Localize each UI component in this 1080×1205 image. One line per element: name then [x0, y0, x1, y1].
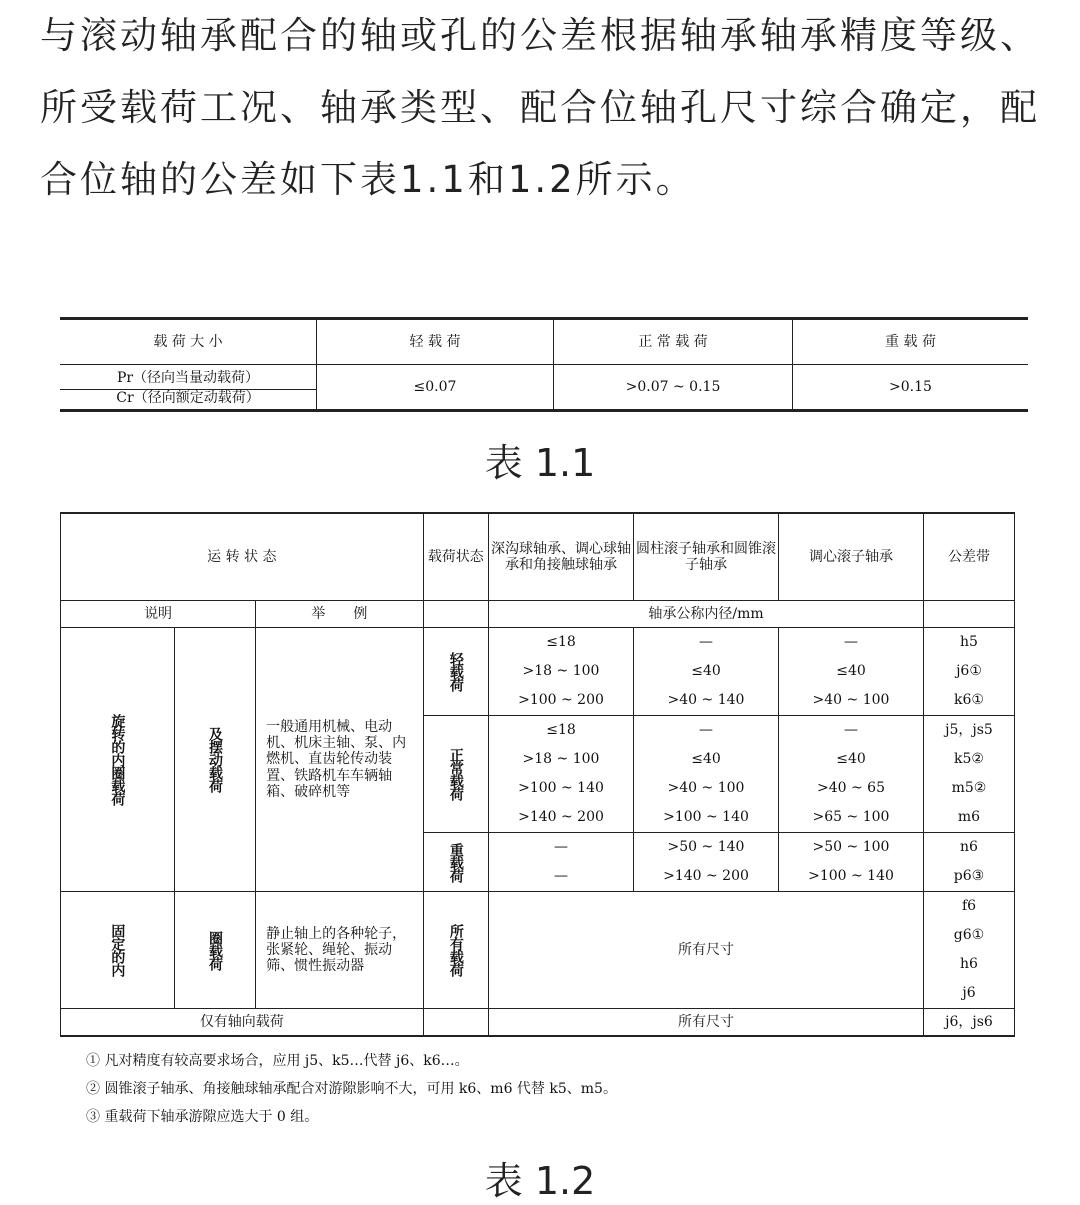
value: >18 ~ 100 — [522, 751, 600, 767]
value: >65 ~ 100 — [812, 809, 890, 825]
table-cell: ≤0.07 — [317, 365, 554, 411]
all-loads-label: 所有载荷 — [423, 892, 488, 1009]
rotating-load-label: 旋转的内圈载荷 — [61, 628, 175, 892]
table-header-cell: 说明 — [61, 601, 256, 628]
value: >18 ~ 100 — [522, 663, 600, 679]
table-row — [60, 319, 1028, 365]
normal-tol-cell — [924, 716, 1015, 833]
table-header-cell: 载 荷 大 小 — [60, 319, 317, 365]
value: >100 ~ 140 — [663, 809, 749, 825]
heavy-tol-cell — [924, 833, 1015, 892]
normal-roller-cell — [634, 716, 779, 833]
value: j5，js5 — [945, 722, 993, 738]
normal-load-label: 正常载荷 — [423, 716, 488, 833]
table-cell — [423, 601, 488, 628]
value: ≤40 — [836, 663, 866, 679]
all-sizes-cell: 所有尺寸 — [489, 892, 924, 1009]
table-notes — [86, 1047, 617, 1131]
table-header-cell: 载荷状态 — [423, 513, 488, 601]
value: >40 ~ 140 — [667, 692, 745, 708]
value: ≤18 — [546, 722, 576, 738]
heavy-ball-cell — [489, 833, 634, 892]
value: ≤40 — [691, 751, 721, 767]
table-row — [61, 892, 1015, 1009]
value: p6③ — [953, 868, 985, 884]
rotating-load-label-2: 及摆动载荷 — [174, 628, 255, 892]
value: f6 — [961, 898, 977, 914]
value: — — [554, 868, 568, 884]
table-header-cell: 公差带 — [924, 513, 1015, 601]
table-header-cell: 深沟球轴承、调心球轴承和角接触球轴承 — [489, 513, 634, 601]
value: n6 — [960, 839, 978, 855]
value: >100 ~ 140 — [808, 868, 894, 884]
table-row — [61, 1009, 1015, 1037]
value: >140 ~ 200 — [518, 809, 604, 825]
light-ball-cell — [489, 628, 634, 716]
note-item: ① 凡对精度有较高要求场合，应用 j5、k5…代替 j6、k6…。 — [86, 1053, 469, 1069]
value: >50 ~ 100 — [812, 839, 890, 855]
shaft-tolerance-table — [60, 512, 1015, 1037]
axial-sizes-cell: 所有尺寸 — [489, 1009, 924, 1037]
table-header-cell: 轻 载 荷 — [317, 319, 554, 365]
fixed-tol-cell — [924, 892, 1015, 1009]
table-caption-1: 表 1.1 — [484, 441, 596, 485]
value: m6 — [957, 809, 981, 825]
light-roller-cell — [634, 628, 779, 716]
light-load-label: 轻载荷 — [423, 628, 488, 716]
table-row — [61, 513, 1015, 601]
table-row — [61, 628, 1015, 716]
heavy-roller-cell — [634, 833, 779, 892]
table-header-cell: 正 常 载 荷 — [554, 319, 793, 365]
value: >100 ~ 140 — [518, 780, 604, 796]
table-row — [60, 365, 1028, 411]
table-cell — [924, 601, 1015, 628]
table-header-cell: 运 转 状 态 — [61, 513, 424, 601]
fixed-example: 静止轴上的各种轮子，张紧轮、绳轮、振动筛、惯性振动器 — [256, 892, 424, 1009]
table-cell: >0.15 — [793, 365, 1029, 411]
rotating-example: 一般通用机械、电动机、机床主轴、泵、内燃机、直齿轮传动装置、铁路机车车辆轴箱、破碎机等 — [256, 628, 424, 892]
normal-self-cell — [779, 716, 924, 833]
note-item: ③ 重载荷下轴承游隙应选大于 0 组。 — [86, 1109, 319, 1125]
value: >40 ~ 65 — [817, 780, 885, 796]
fixed-load-label: 固定的内 — [61, 892, 175, 1009]
value: ≤40 — [836, 751, 866, 767]
value: g6① — [953, 927, 985, 943]
value: k6① — [954, 692, 984, 708]
value: >40 ~ 100 — [667, 780, 745, 796]
value: >40 ~ 100 — [812, 692, 890, 708]
intro-paragraph: 与滚动轴承配合的轴或孔的公差根据轴承轴承精度等级、所受载荷工况、轴承类型、配合位轴孔尺寸综合确定，配合位轴的公差如下表1.1和1.2所示。 — [40, 14, 1040, 201]
light-self-cell — [779, 628, 924, 716]
table-header-cell: 举 例 — [256, 601, 424, 628]
value: — — [699, 634, 713, 650]
axial-load-cell: 仅有轴向载荷 — [61, 1009, 424, 1037]
light-tol-cell — [924, 628, 1015, 716]
normal-ball-cell — [489, 716, 634, 833]
value: — — [554, 839, 568, 855]
table-header-cell: 圆柱滚子轴承和圆锥滚子轴承 — [634, 513, 779, 601]
value: h6 — [960, 956, 978, 972]
value: — — [844, 634, 858, 650]
value: — — [699, 722, 713, 738]
load-ratio-table — [60, 317, 1028, 412]
table-header-cell: 调心滚子轴承 — [779, 513, 924, 601]
heavy-load-label: 重载荷 — [423, 833, 488, 892]
value: — — [844, 722, 858, 738]
value: ≤18 — [546, 634, 576, 650]
value: j6 — [962, 985, 976, 1001]
value: m5② — [951, 780, 987, 796]
value: h5 — [960, 634, 978, 650]
table-header-cell: 轴承公称内径/mm — [489, 601, 924, 628]
table-row — [61, 601, 1015, 628]
value: k5② — [954, 751, 984, 767]
table-caption-2: 表 1.2 — [484, 1159, 596, 1203]
value: ≤40 — [691, 663, 721, 679]
ratio-numerator: Pr（径向当量动载荷） — [60, 368, 316, 389]
value: >50 ~ 140 — [667, 839, 745, 855]
fixed-load-label-2: 圈载荷 — [174, 892, 255, 1009]
ratio-denominator: Cr（径向额定动载荷） — [116, 389, 260, 406]
axial-tol-cell: j6，js6 — [924, 1009, 1015, 1037]
note-item: ② 圆锥滚子轴承、角接触球轴承配合对游隙影响不大，可用 k6、m6 代替 k5、m5。 — [86, 1081, 617, 1097]
table-header-cell: 重 载 荷 — [793, 319, 1029, 365]
value: >100 ~ 200 — [518, 692, 604, 708]
table-cell: >0.07 ~ 0.15 — [554, 365, 793, 411]
table-cell — [423, 1009, 488, 1037]
value: >140 ~ 200 — [663, 868, 749, 884]
load-ratio-cell — [60, 365, 317, 411]
heavy-self-cell — [779, 833, 924, 892]
value: j6① — [956, 663, 982, 679]
